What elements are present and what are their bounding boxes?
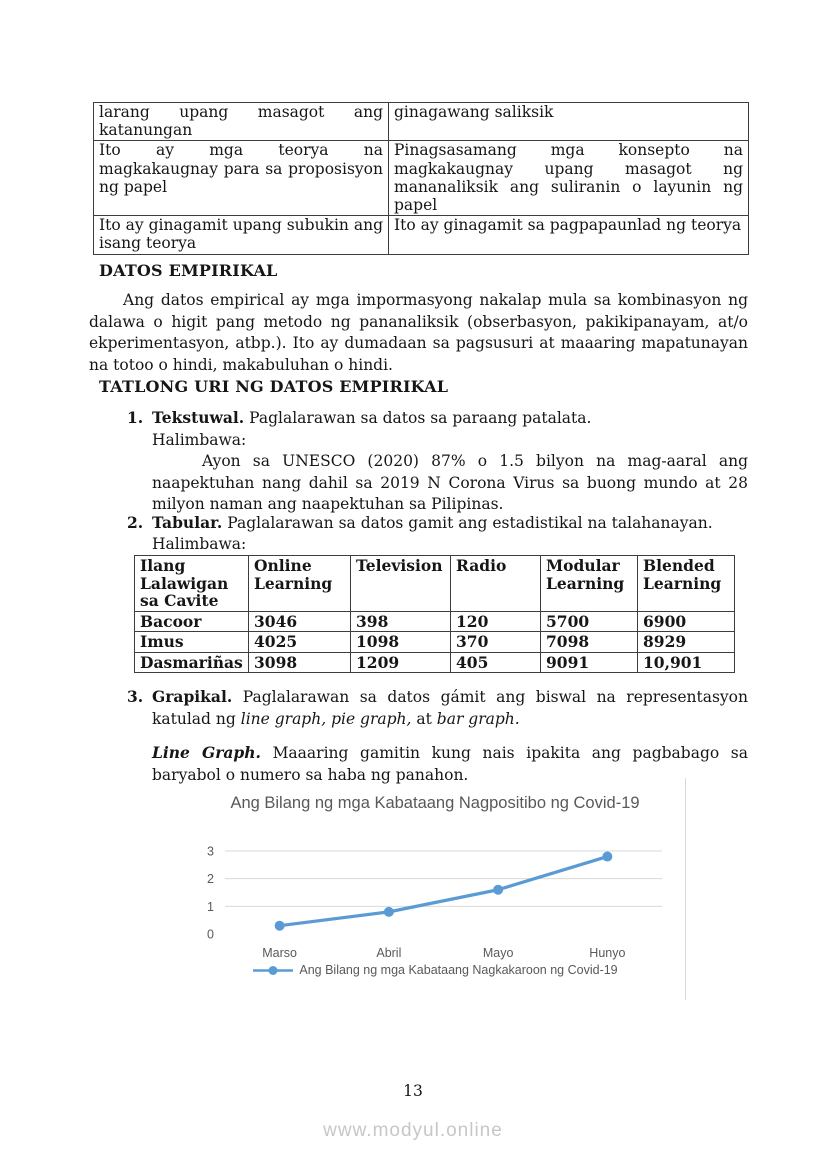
column-header: Ilang Lalawigan sa Cavite bbox=[135, 556, 249, 612]
y-tick-label: 2 bbox=[207, 872, 214, 887]
table-cell: 7098 bbox=[541, 632, 638, 653]
table-row bbox=[135, 611, 735, 632]
series-line bbox=[280, 857, 608, 926]
table-row bbox=[135, 632, 735, 653]
data-point-marker bbox=[275, 921, 285, 931]
item-number: 2. bbox=[127, 513, 144, 532]
table-cell: Ito ay mga teorya na magkakaugnay para sa proposisyon ng papel bbox=[94, 141, 389, 216]
table-cell: Ito ay ginagamit upang subukin ang isang teorya bbox=[94, 216, 389, 254]
y-tick-label: 0 bbox=[207, 927, 214, 942]
cavite-statistics-table bbox=[134, 555, 735, 673]
item-definition-line bbox=[152, 512, 748, 534]
table-cell: 1098 bbox=[351, 632, 451, 653]
theory-comparison-table bbox=[93, 102, 749, 255]
table-row bbox=[135, 652, 735, 673]
y-tick-label: 1 bbox=[207, 899, 214, 914]
list-item-grapikal bbox=[127, 686, 748, 730]
table-cell: 398 bbox=[351, 611, 451, 632]
data-point-marker bbox=[602, 852, 612, 862]
item-definition: Paglalarawan sa datos gamit ang estadistikal na talahanayan. bbox=[227, 514, 713, 532]
table-cell: 405 bbox=[451, 652, 541, 673]
table-cell: Ito ay ginagamit sa pagpapaunlad ng teorya bbox=[389, 216, 749, 254]
item-number: 1. bbox=[127, 408, 144, 427]
item-number: 3. bbox=[127, 687, 144, 706]
item-term: Grapikal. bbox=[152, 687, 233, 706]
legend-label: Ang Bilang ng mga Kabataang Nagkakaroon ng Covid-19 bbox=[299, 963, 618, 977]
example-paragraph: Ayon sa UNESCO (2020) 87% o 1.5 bilyon na mag-aaral ang naapektuhan nang dahil sa 2019 N Corona Virus sa buong mundo at 28 milyon naman ang naapektuhan sa Pilipinas. bbox=[152, 452, 748, 514]
section-heading-tatlong-uri: TATLONG URI NG DATOS EMPIRIKAL bbox=[99, 377, 449, 396]
column-header: Television bbox=[351, 556, 451, 612]
y-tick-label: 3 bbox=[207, 844, 214, 859]
table-cell: 1209 bbox=[351, 652, 451, 673]
item-definition: at bbox=[411, 709, 437, 728]
table-cell: 4025 bbox=[249, 632, 351, 653]
section-heading-datos-empirikal: DATOS EMPIRIKAL bbox=[99, 261, 278, 280]
x-category-label: Marso bbox=[262, 946, 297, 960]
covid-line-chart bbox=[185, 778, 686, 1000]
intro-paragraph: Ang datos empirical ay mga impormasyong nakalap mula sa kombinasyon ng dalawa o higit pang metodo ng pananaliksik (obserbasyon, pakikipanayam, at/o ekperimentasyon, atbp.). Ito ay dumadaan sa pagsusuri at maaaring mapatunayan na totoo o hindi, makabuluhan o hindi. bbox=[89, 291, 748, 374]
table-cell: 3046 bbox=[249, 611, 351, 632]
list-item-tekstuwal bbox=[127, 407, 748, 516]
example-label: Halimbawa: bbox=[152, 430, 247, 449]
table-row bbox=[94, 216, 749, 254]
table-cell: 370 bbox=[451, 632, 541, 653]
table-header-row bbox=[135, 556, 735, 612]
item-definition: Paglalarawan sa datos gámit ang biswal na representasyon katulad ng bbox=[152, 688, 748, 728]
column-header: Blended Learning bbox=[638, 556, 735, 612]
page-number: 13 bbox=[403, 1082, 423, 1100]
data-point-marker bbox=[384, 907, 394, 917]
column-header: Modular Learning bbox=[541, 556, 638, 612]
line-graph-text: Maaaring gamitin kung nais ipakita ang pagbabago sa baryabol o numero sa haba ng panahon. bbox=[152, 744, 749, 784]
item-definition-line bbox=[152, 407, 748, 430]
table-cell: Dasmariñas bbox=[135, 652, 249, 673]
table-cell: 8929 bbox=[638, 632, 735, 653]
item-definition-italic: bar graph. bbox=[436, 709, 520, 728]
table-cell: 3098 bbox=[249, 652, 351, 673]
table-row bbox=[94, 103, 749, 141]
x-category-label: Mayo bbox=[482, 946, 514, 960]
legend-marker-icon bbox=[252, 965, 294, 976]
table-cell: 9091 bbox=[541, 652, 638, 673]
table-cell: ginagawang saliksik bbox=[389, 103, 749, 141]
table-cell: 120 bbox=[451, 611, 541, 632]
chart-legend bbox=[185, 963, 685, 977]
list-item-tabular bbox=[127, 512, 748, 555]
column-header: Radio bbox=[451, 556, 541, 612]
chart-title: Ang Bilang ng mga Kabataang Nagpositibo ng Covid-19 bbox=[230, 794, 640, 812]
line-graph-term: Line Graph. bbox=[152, 743, 261, 762]
table-cell: Imus bbox=[135, 632, 249, 653]
chart-plot-svg bbox=[185, 840, 686, 962]
watermark: www.modyul.online bbox=[323, 1120, 503, 1141]
item-term: Tekstuwal. bbox=[152, 408, 245, 427]
table-cell: 10,901 bbox=[638, 652, 735, 673]
table-cell: 5700 bbox=[541, 611, 638, 632]
x-category-label: Hunyo bbox=[589, 946, 626, 960]
column-header: Online Learning bbox=[249, 556, 351, 612]
item-definition: Paglalarawan sa datos sa paraang patalata. bbox=[249, 409, 592, 427]
item-term: Tabular. bbox=[152, 513, 223, 532]
item-definition-italic: line graph, pie graph, bbox=[240, 709, 412, 728]
table-row bbox=[94, 141, 749, 216]
table-cell: 6900 bbox=[638, 611, 735, 632]
example-label: Halimbawa: bbox=[152, 535, 247, 553]
x-category-label: Abril bbox=[376, 946, 402, 960]
table-cell: larang upang masagot ang katanungan bbox=[94, 103, 389, 141]
data-point-marker bbox=[493, 885, 503, 895]
table-cell: Bacoor bbox=[135, 611, 249, 632]
table-cell: Pinagsasamang mga konsepto na magkakaugnay upang masagot ng mananaliksik ang suliranin o layunin ng papel bbox=[389, 141, 749, 216]
